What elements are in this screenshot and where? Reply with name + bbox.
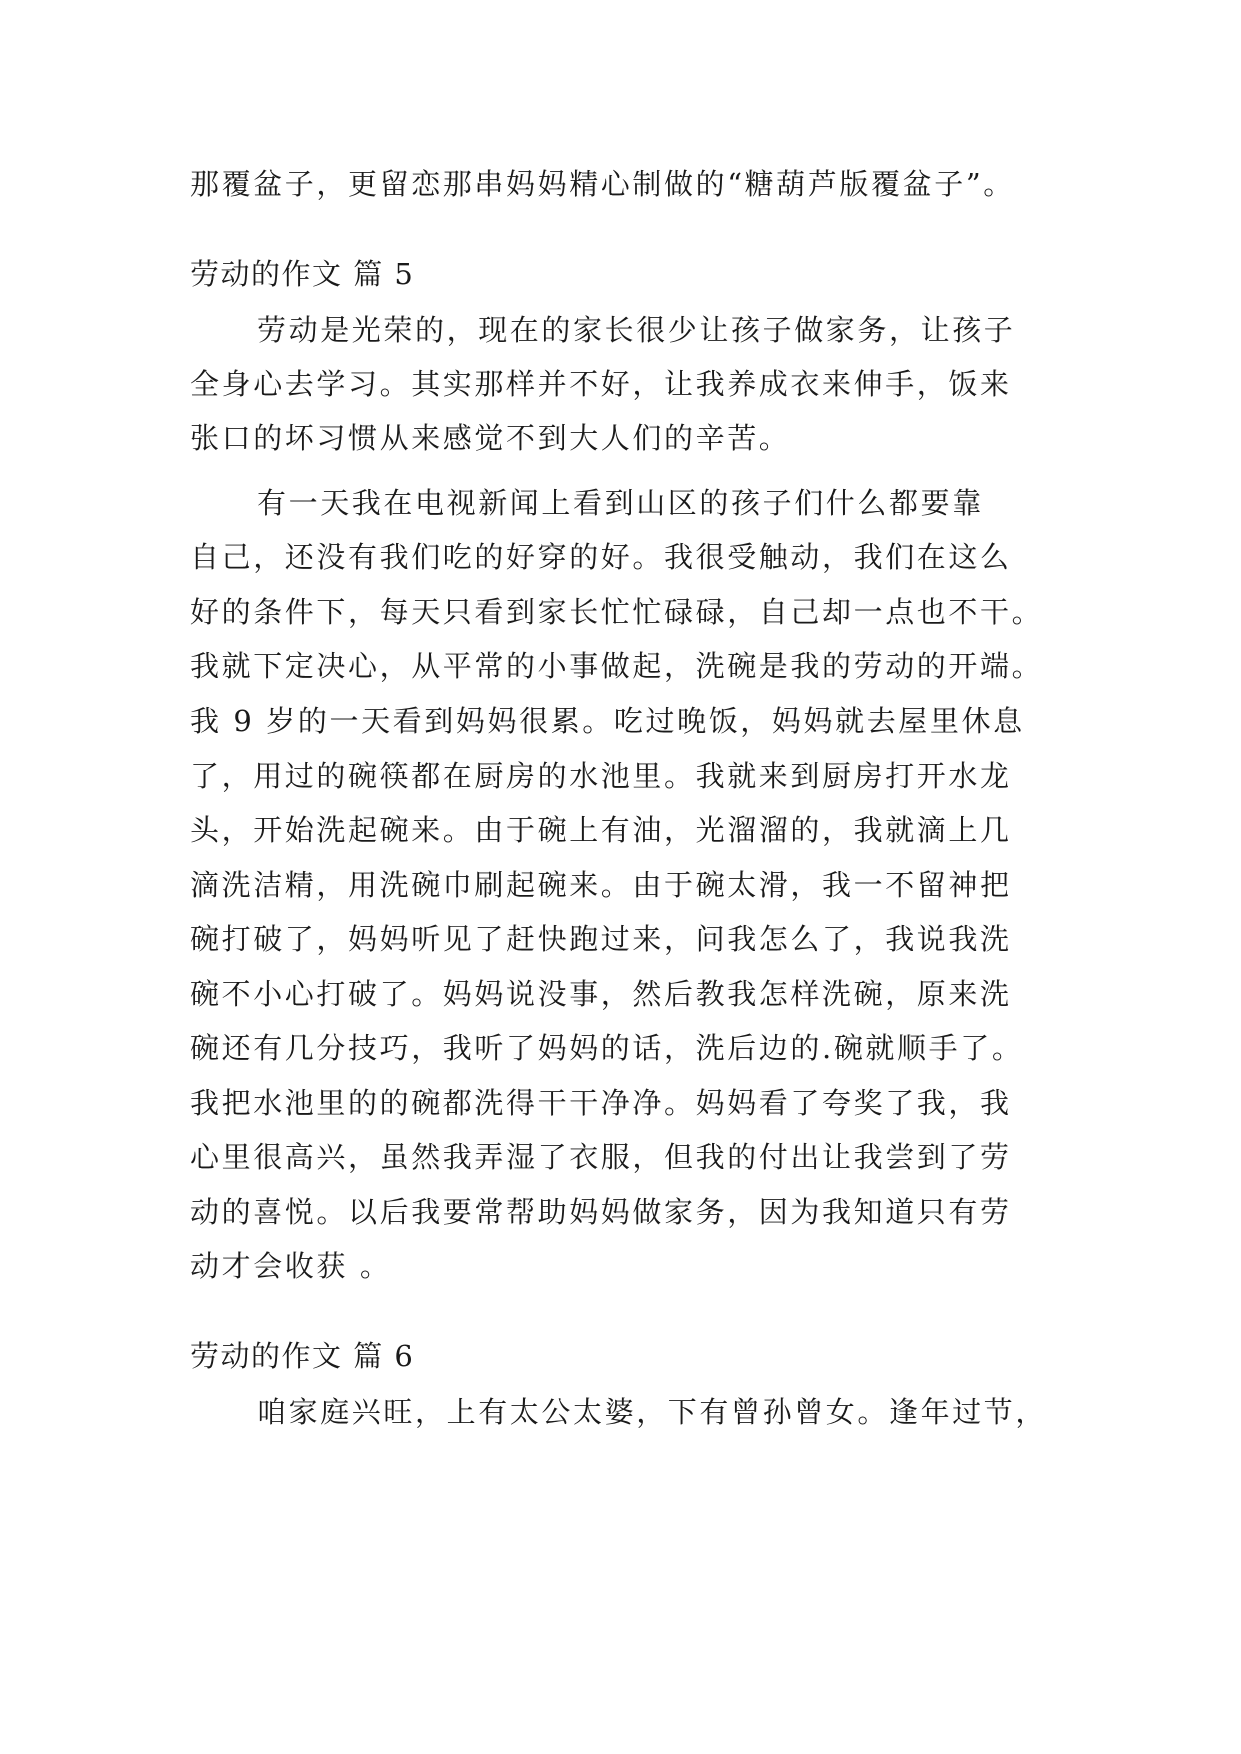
section-5-paragraph-2-line: 动才会收获 。 — [190, 1249, 392, 1283]
section-5-paragraph-2-line: 滴洗洁精，用洗碗巾刷起碗来。由于碗太滑，我一不留神把 — [190, 868, 1012, 902]
section-5-paragraph-1-line: 全身心去学习。其实那样并不好，让我养成衣来伸手，饭来 — [190, 367, 1012, 401]
section-6-paragraph-1-line: 咱家庭兴旺，上有太公太婆，下有曾孙曾女。逢年过节， — [257, 1395, 1048, 1429]
section-5-paragraph-2-line: 我就下定决心，从平常的小事做起，洗碗是我的劳动的开端。 — [190, 649, 1044, 683]
section-5-paragraph-2-line: 心里很高兴，虽然我弄湿了衣服，但我的付出让我尝到了劳 — [190, 1140, 1012, 1174]
section-6-heading: 劳动的作文 篇 6 — [190, 1339, 415, 1373]
section-5-paragraph-2-line: 了，用过的碗筷都在厨房的水池里。我就来到厨房打开水龙 — [190, 759, 1012, 793]
section-5-paragraph-1-line: 张口的坏习惯从来感觉不到大人们的辛苦。 — [190, 421, 791, 455]
section-5-paragraph-2-line: 头，开始洗起碗来。由于碗上有油，光溜溜的，我就滴上几 — [190, 813, 1012, 847]
section-5-paragraph-2-line: 动的喜悦。以后我要常帮助妈妈做家务，因为我知道只有劳 — [190, 1195, 1012, 1229]
section-5-paragraph-2-line: 有一天我在电视新闻上看到山区的孩子们什么都要靠 — [257, 486, 984, 520]
intro-line: 那覆盆子，更留恋那串妈妈精心制做的“糖葫芦版覆盆子”。 — [190, 167, 1015, 201]
section-5-heading: 劳动的作文 篇 5 — [190, 257, 415, 291]
section-5-paragraph-2-line: 好的条件下，每天只看到家长忙忙碌碌，自己却一点也不干。 — [190, 595, 1044, 629]
section-5-paragraph-2-line: 碗打破了，妈妈听见了赶快跑过来，问我怎么了，我说我洗 — [190, 922, 1012, 956]
section-5-paragraph-2-line: 自己，还没有我们吃的好穿的好。我很受触动，我们在这么 — [190, 540, 1012, 574]
section-5-paragraph-2-line: 我 9 岁的一天看到妈妈很累。吃过晚饭，妈妈就去屋里休息 — [190, 704, 1025, 738]
section-5-paragraph-2-line: 碗不小心打破了。妈妈说没事，然后教我怎样洗碗，原来洗 — [190, 977, 1012, 1011]
section-5-paragraph-2-line: 碗还有几分技巧，我听了妈妈的话，洗后边的.碗就顺手了。 — [190, 1031, 1024, 1065]
section-5-paragraph-2-line: 我把水池里的的碗都洗得干干净净。妈妈看了夸奖了我，我 — [190, 1086, 1012, 1120]
section-5-paragraph-1-line: 劳动是光荣的，现在的家长很少让孩子做家务，让孩子 — [257, 313, 1016, 347]
